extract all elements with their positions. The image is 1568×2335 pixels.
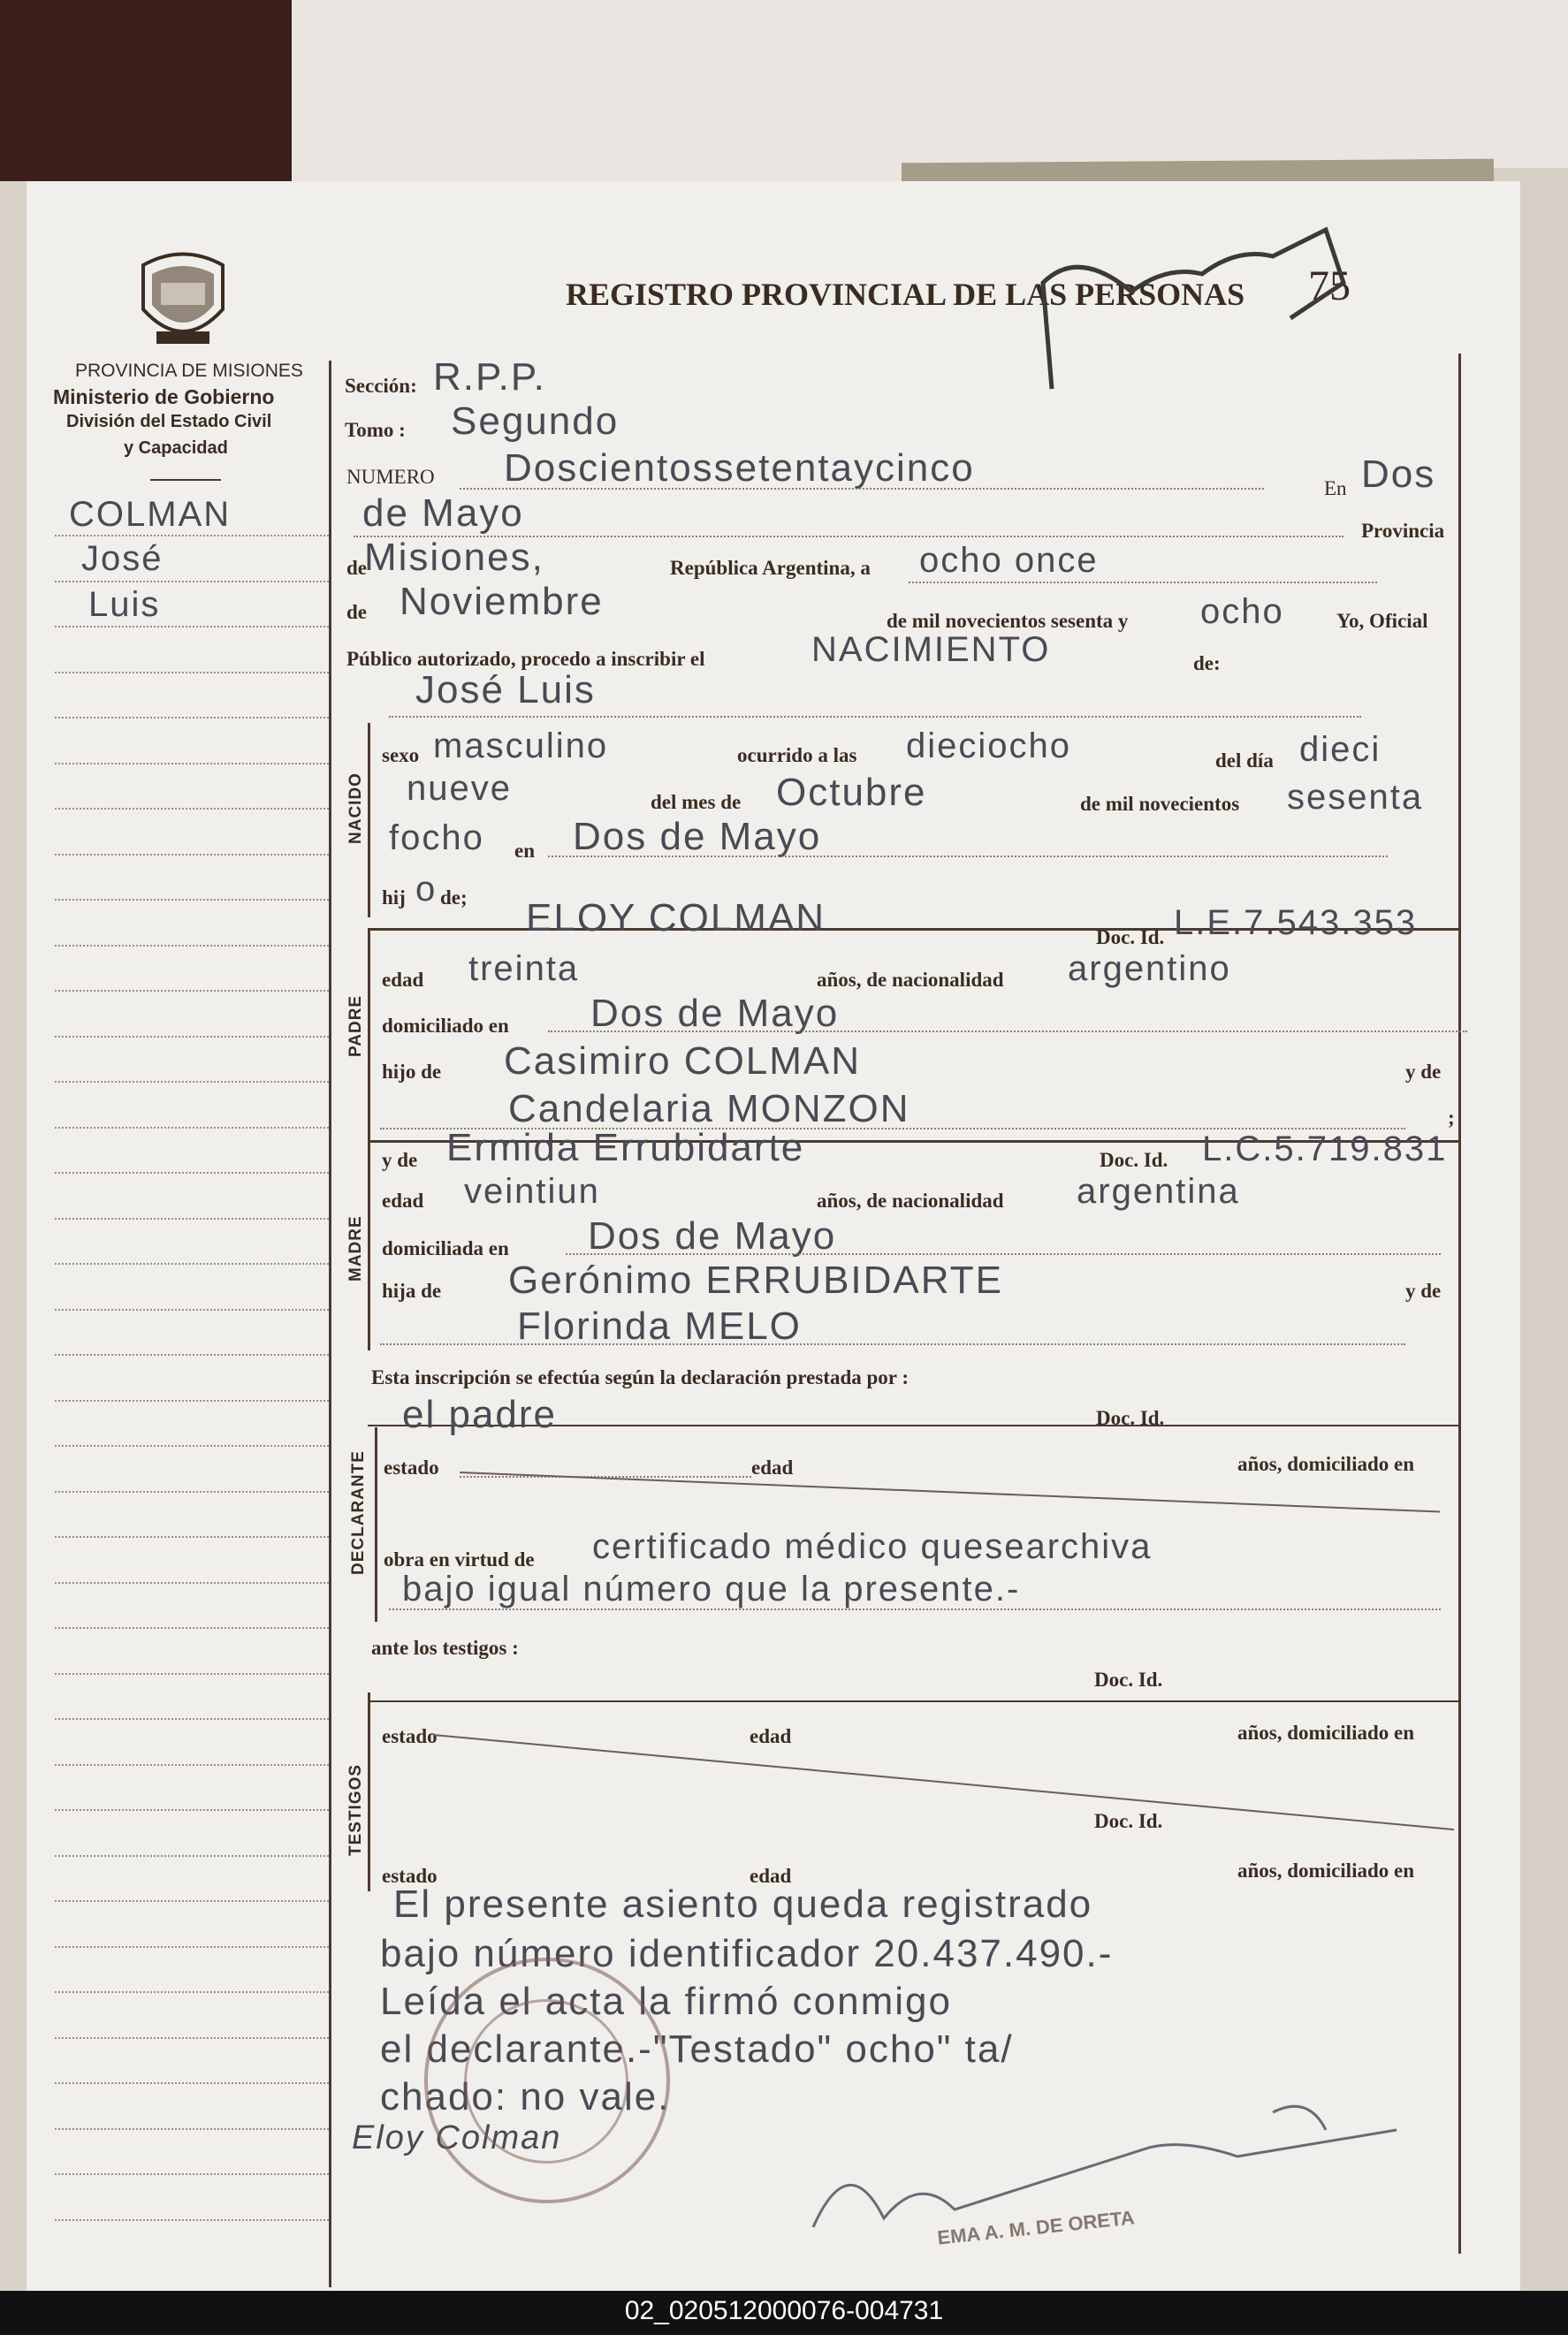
margin-rule — [55, 1127, 329, 1129]
margin-rule — [55, 1263, 329, 1265]
label-de-prov: de — [346, 557, 367, 579]
value-mes: Noviembre — [400, 580, 604, 623]
margin-rule — [55, 1445, 329, 1447]
value-hora: dieciocho — [906, 726, 1072, 765]
value-padre-doc: L.E.7.543.353 — [1174, 903, 1418, 942]
label-anos-dom-declarante: años, domiciliado en — [1237, 1453, 1415, 1475]
margin-rule — [55, 1900, 329, 1902]
book-spine — [0, 181, 27, 2311]
register-title: REGISTRO PROVINCIAL DE LAS PERSONAS — [566, 277, 1245, 312]
label-doc-testigo2: Doc. Id. — [1094, 1810, 1163, 1832]
label-edad-padre: edad — [382, 969, 424, 991]
label-yo-oficial: Yo, Oficial — [1336, 610, 1428, 632]
margin-rule — [55, 2128, 329, 2130]
margin-rule — [55, 1809, 329, 1811]
value-madre-nac: argentina — [1077, 1172, 1240, 1211]
division-line1: División del Estado Civil — [66, 412, 272, 431]
label-republica: República Argentina, a — [670, 557, 871, 579]
official-seal-inner — [464, 1999, 628, 2164]
label-inscripcion: Esta inscripción se efectúa según la declaración prestada por : — [371, 1366, 909, 1388]
margin-rule — [55, 1991, 329, 1993]
value-seccion: R.P.P. — [433, 355, 546, 399]
margin-rule — [55, 1764, 329, 1766]
label-de-mil: de mil novecientos sesenta y — [887, 610, 1129, 632]
value-madre-dom: Dos de Mayo — [588, 1214, 837, 1258]
label-anos-dom-testigo1: años, domiciliado en — [1237, 1722, 1415, 1744]
label-hijo-de: hijo de — [382, 1061, 442, 1083]
label-sexo: sexo — [382, 744, 420, 766]
scribble-annotation-icon — [1025, 212, 1361, 407]
margin-rule — [55, 581, 329, 582]
label-anos-dom-testigo2: años, domiciliado en — [1237, 1860, 1415, 1882]
label-del-mes: del mes de — [651, 791, 742, 813]
testigos-top-line — [368, 1700, 1458, 1702]
value-dia-nac-a: dieci — [1299, 730, 1382, 769]
label-del-dia: del día — [1215, 749, 1274, 772]
value-anio: ocho — [1200, 592, 1284, 631]
value-padre-abuelo: Casimiro COLMAN — [504, 1039, 862, 1083]
section-padre-label: PADRE — [346, 994, 365, 1057]
note-line-3: Leída el acta la firmó conmigo — [380, 1980, 952, 2023]
value-anio-nac-a: sesenta — [1287, 778, 1424, 817]
margin-rule — [55, 1946, 329, 1948]
value-padre-abuela: Candelaria MONZON — [508, 1087, 910, 1130]
label-doc-padre: Doc. Id. — [1096, 926, 1165, 948]
label-edad-testigo2: edad — [750, 1865, 792, 1887]
label-domiciliado-padre: domiciliado en — [382, 1015, 509, 1037]
margin-name2: Luis — [88, 585, 161, 624]
numero-line — [460, 488, 1264, 490]
margin-rule — [55, 854, 329, 856]
value-mes-nac: Octubre — [776, 771, 927, 814]
label-anos-nac-madre: años, de nacionalidad — [817, 1190, 1004, 1212]
value-padre: ELOY COLMAN — [526, 896, 826, 939]
value-madre-abuela: Florinda MELO — [517, 1304, 802, 1348]
label-doc-declarante: Doc. Id. — [1096, 1407, 1165, 1429]
main-right-border — [1458, 354, 1461, 2254]
value-provincia: Misiones, — [364, 536, 544, 579]
section-madre-label: MADRE — [346, 1215, 365, 1282]
value-declarante: el padre — [402, 1393, 558, 1436]
margin-rule — [55, 535, 329, 536]
label-tomo: Tomo : — [345, 419, 406, 441]
label-de-mes: de — [346, 601, 367, 623]
label-numero: NUMERO — [346, 466, 435, 488]
section-declarante-label: DECLARANTE — [349, 1450, 368, 1575]
label-seccion: Sección: — [345, 375, 417, 397]
obra-line — [389, 1609, 1441, 1610]
margin-surname: COLMAN — [69, 495, 232, 534]
value-padre-dom: Dos de Mayo — [590, 992, 840, 1035]
value-dia: ocho once — [919, 541, 1099, 580]
label-estado-testigo1: estado — [382, 1725, 438, 1747]
margin-rule — [55, 2219, 329, 2221]
margin-rule — [55, 626, 329, 627]
label-ocurrido: ocurrido a las — [737, 744, 857, 766]
value-dia-nac-b: nueve — [407, 769, 512, 808]
value-madre-edad: veintiun — [464, 1172, 600, 1211]
declarant-signature: Eloy Colman — [352, 2119, 562, 2156]
label-en-nac: en — [514, 840, 535, 862]
dia-line — [909, 582, 1377, 583]
margin-rule — [55, 1673, 329, 1675]
label-obra: obra en virtud de — [384, 1548, 535, 1571]
value-en-b: de Mayo — [362, 491, 524, 535]
madre-abuela-line — [380, 1343, 1405, 1345]
note-line-2: bajo número identificador 20.437.490.- — [380, 1932, 1114, 1975]
margin-rule — [55, 1582, 329, 1584]
padre-border — [368, 928, 370, 1140]
margin-rule — [55, 945, 329, 947]
province-name: PROVINCIA DE MISIONES — [75, 361, 303, 381]
label-anos-nac-padre: años, de nacionalidad — [817, 969, 1004, 991]
testigos-border — [368, 1692, 370, 1891]
value-lugar-nac: Dos de Mayo — [573, 815, 822, 858]
margin-rule — [55, 808, 329, 810]
label-estado-declarante: estado — [384, 1457, 439, 1479]
section-testigos-label: TESTIGOS — [346, 1763, 365, 1856]
province-crest-icon — [134, 247, 232, 354]
margin-rule — [55, 990, 329, 992]
margin-rule — [55, 1536, 329, 1538]
value-madre-doc: L.C.5.719.831 — [1202, 1129, 1448, 1168]
label-hija-de: hija de — [382, 1280, 442, 1302]
value-tomo: Segundo — [451, 399, 620, 443]
margin-name1: José — [81, 539, 164, 578]
note-line-4: el declarante.-"Testado" ocho" ta/ — [380, 2027, 1014, 2071]
label-semicolon: ; — [1448, 1107, 1455, 1129]
page-number: 75 — [1308, 262, 1351, 309]
label-domiciliada-madre: domiciliada en — [382, 1237, 509, 1259]
image-identifier: 02_020512000076-004731 — [624, 2296, 944, 2325]
margin-rule — [55, 1627, 329, 1629]
margin-rule — [55, 717, 329, 719]
madre-dom-line — [566, 1253, 1441, 1255]
margin-rule — [55, 2082, 329, 2084]
margin-rule — [55, 1218, 329, 1220]
margin-rule — [55, 763, 329, 764]
nacido-border — [368, 723, 370, 917]
note-line-1: El presente asiento queda registrado — [393, 1882, 1093, 1926]
value-madre: Ermida Errubidarte — [446, 1126, 805, 1169]
margin-rule — [55, 1081, 329, 1083]
madre-border — [368, 1140, 370, 1350]
margin-rule — [55, 1855, 329, 1857]
margin-rule — [55, 1400, 329, 1402]
label-en: En — [1324, 477, 1347, 499]
lugar-line — [548, 856, 1388, 857]
nombre-line — [389, 716, 1361, 718]
value-anio-nac-b: focho — [389, 818, 484, 857]
label-ante: ante los testigos : — [371, 1637, 519, 1659]
background-dark — [0, 0, 301, 186]
label-estado-testigo2: estado — [382, 1865, 438, 1887]
value-en-a: Dos — [1361, 453, 1436, 496]
ministry-name: Ministerio de Gobierno — [53, 385, 275, 408]
label-edad-testigo1: edad — [750, 1725, 792, 1747]
value-madre-abuelo: Gerónimo ERRUBIDARTE — [508, 1259, 1003, 1302]
value-tipo: NACIMIENTO — [811, 630, 1051, 669]
label-de-semicolon: de; — [440, 886, 468, 909]
label-hij: hij — [382, 886, 406, 909]
value-sexo: masculino — [433, 726, 609, 765]
label-y-de-padre: y de — [1405, 1061, 1442, 1083]
division-line2: y Capacidad — [124, 438, 228, 458]
label-de-colon: de: — [1193, 652, 1221, 674]
value-obra-2: bajo igual número que la presente.- — [402, 1570, 1021, 1609]
margin-rule — [55, 1172, 329, 1174]
margin-rule — [55, 899, 329, 901]
margin-rule — [55, 672, 329, 673]
label-doc-testigo1: Doc. Id. — [1094, 1669, 1163, 1691]
label-y-de-madre2: y de — [1405, 1280, 1442, 1302]
margin-rule — [55, 1354, 329, 1356]
label-edad-madre: edad — [382, 1190, 424, 1212]
margin-rule — [55, 1309, 329, 1311]
label-de-mil-nov: de mil novecientos — [1080, 793, 1240, 815]
label-doc-madre: Doc. Id. — [1100, 1149, 1168, 1171]
value-obra-1: certificado médico quesearchiva — [592, 1527, 1153, 1566]
section-nacido-label: NACIDO — [346, 772, 365, 844]
label-y-de-madre: y de — [382, 1149, 418, 1171]
label-provincia: Provincia — [1361, 520, 1445, 542]
main-left-border — [329, 361, 331, 2287]
margin-rule — [55, 2037, 329, 2039]
label-edad-declarante: edad — [751, 1457, 794, 1479]
note-line-5: chado: no vale. — [380, 2075, 671, 2118]
margin-rule — [55, 1718, 329, 1720]
label-publico: Público autorizado, procedo a inscribir el — [346, 648, 705, 670]
padre-dom-line — [548, 1031, 1467, 1032]
value-padre-nac: argentino — [1068, 949, 1231, 988]
margin-rule — [55, 1036, 329, 1038]
declarante-border — [375, 1427, 377, 1622]
margin-rule — [55, 1491, 329, 1493]
official-stamp-text: EMA A. M. DE ORETA — [936, 2206, 1136, 2249]
value-nombre: José Luis — [415, 668, 596, 711]
value-hij-suffix: o — [415, 870, 438, 909]
value-numero: Doscientossetentaycinco — [504, 446, 975, 490]
divider — [150, 479, 221, 481]
margin-rule — [55, 2173, 329, 2175]
value-padre-edad: treinta — [468, 949, 580, 988]
